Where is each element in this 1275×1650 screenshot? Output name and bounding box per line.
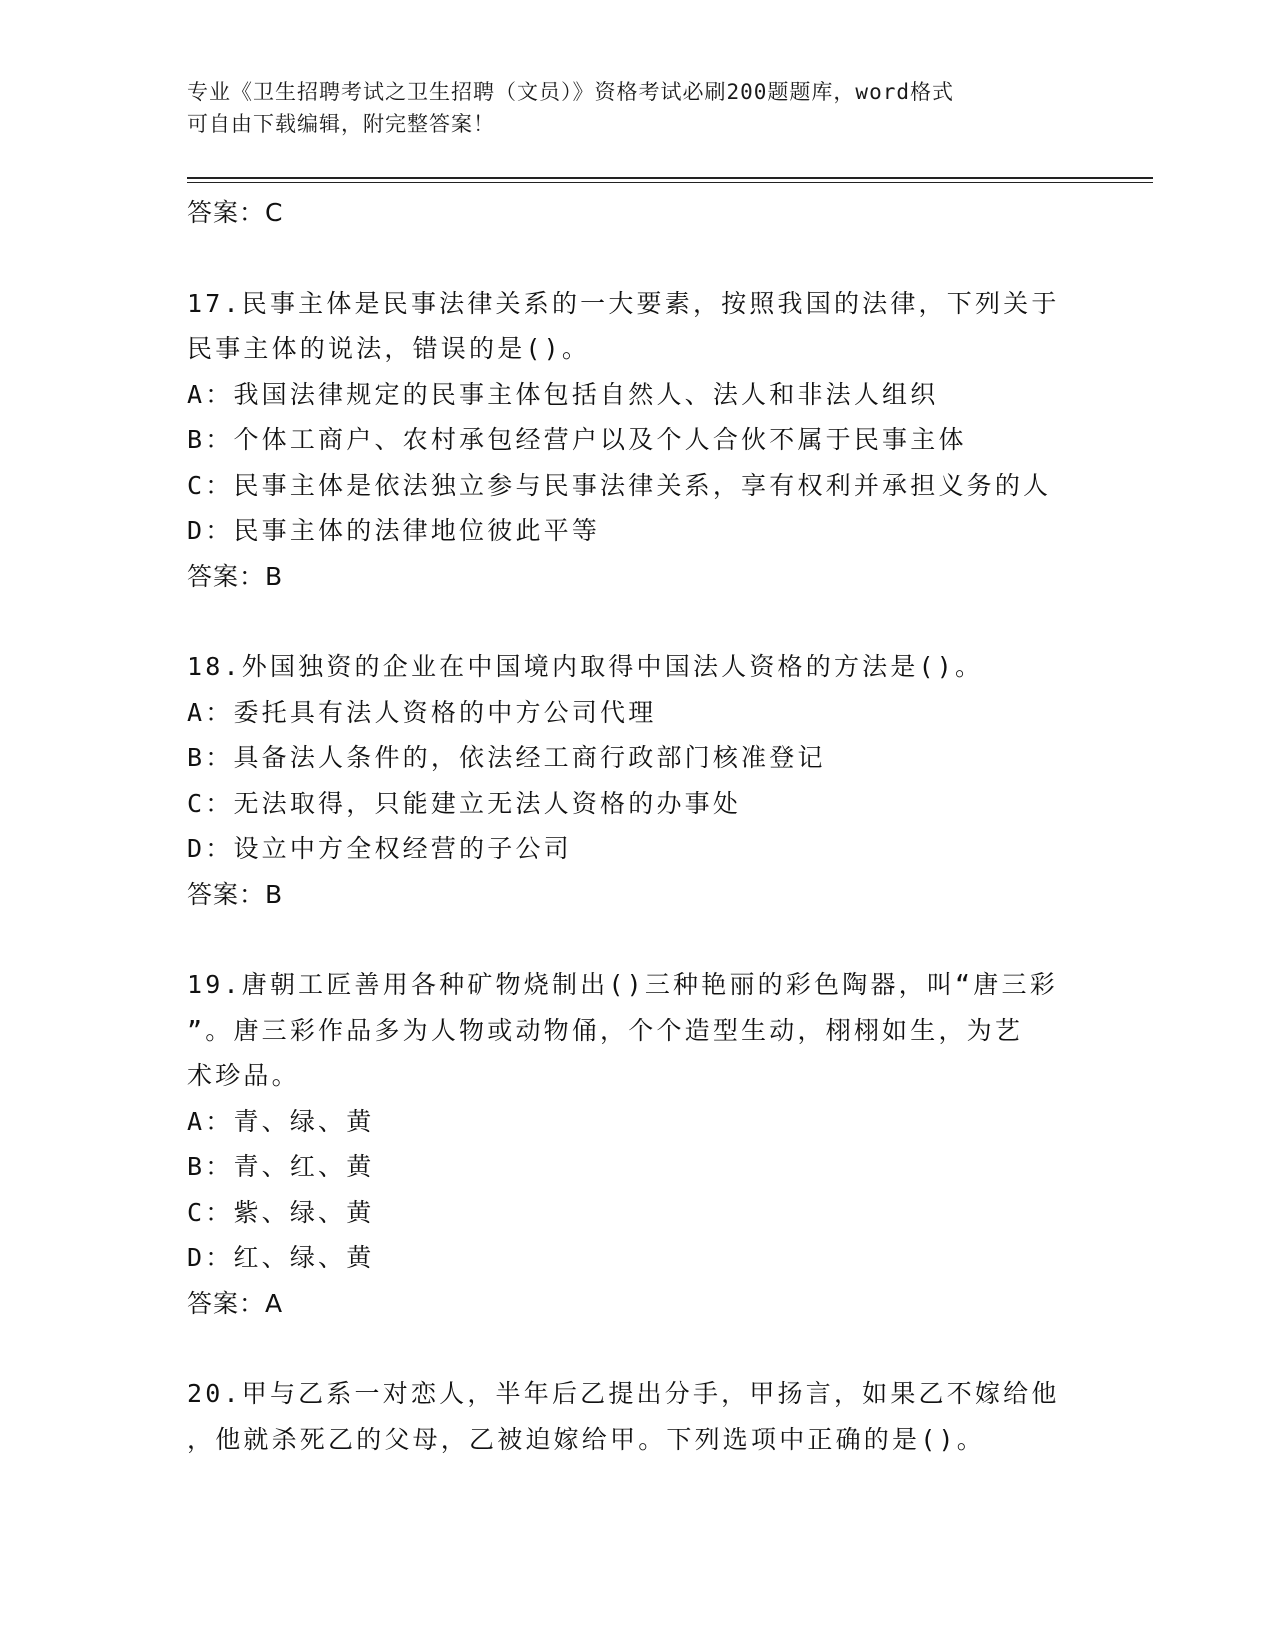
question-stem: ”。唐三彩作品多为人物或动物俑，个个造型生动，栩栩如生，为艺 <box>187 1015 1024 1045</box>
answer-q16: 答案：C <box>187 198 284 227</box>
question-stem: 18.外国独资的企业在中国境内取得中国法人资格的方法是()。 <box>187 652 984 681</box>
option-b: B：个体工商户、农村承包经营户以及个人合伙不属于民事主体 <box>187 425 967 454</box>
question-17 <box>187 281 1087 600</box>
question-20 <box>187 1371 1087 1462</box>
document-body <box>187 190 1087 1462</box>
header-line-2: 可自由下载编辑，附完整答案！ <box>187 112 495 136</box>
page-header <box>187 76 1087 140</box>
header-line-1: 专业《卫生招聘考试之卫生招聘（文员）》资格考试必刷200题题库，word格式 <box>187 80 954 104</box>
answer-q19: 答案：A <box>187 1288 284 1318</box>
question-stem: 民事主体的说法，错误的是()。 <box>187 334 591 363</box>
option-d: D：红、绿、黄 <box>187 1243 375 1272</box>
answer-q18: 答案：B <box>187 879 284 909</box>
option-d: D：民事主体的法律地位彼此平等 <box>187 516 601 545</box>
answer-q17: 答案：B <box>187 561 284 591</box>
spacer <box>187 236 1087 281</box>
option-c: C：紫、绿、黄 <box>187 1197 375 1227</box>
question-stem: 19.唐朝工匠善用各种矿物烧制出()三种艳丽的彩色陶器，叫“唐三彩 <box>187 970 1058 999</box>
question-18 <box>187 644 1087 917</box>
option-d: D：设立中方全权经营的子公司 <box>187 834 572 863</box>
question-stem: ，他就杀死乙的父母，乙被迫嫁给甲。下列选项中正确的是()。 <box>187 1424 985 1454</box>
option-a: A：青、绿、黄 <box>187 1106 375 1136</box>
option-a: A：我国法律规定的民事主体包括自然人、法人和非法人组织 <box>187 379 939 409</box>
spacer <box>187 917 1087 962</box>
option-b: B：具备法人条件的，依法经工商行政部门核准登记 <box>187 743 826 772</box>
question-stem: 20.甲与乙系一对恋人，半年后乙提出分手，甲扬言，如果乙不嫁给他 <box>187 1379 1060 1408</box>
question-stem: 术珍品。 <box>187 1061 300 1090</box>
option-c: C：无法取得，只能建立无法人资格的办事处 <box>187 788 742 818</box>
question-19 <box>187 962 1087 1326</box>
option-a: A：委托具有法人资格的中方公司代理 <box>187 697 657 727</box>
header-divider-thin <box>187 182 1153 183</box>
question-stem: 17.民事主体是民事法律关系的一大要素，按照我国的法律，下列关于 <box>187 288 1060 318</box>
option-c: C：民事主体是依法独立参与民事法律关系，享有权利并承担义务的人 <box>187 470 1052 500</box>
option-b: B：青、红、黄 <box>187 1152 375 1181</box>
spacer <box>187 599 1087 644</box>
spacer <box>187 1326 1087 1371</box>
header-divider <box>187 177 1153 179</box>
